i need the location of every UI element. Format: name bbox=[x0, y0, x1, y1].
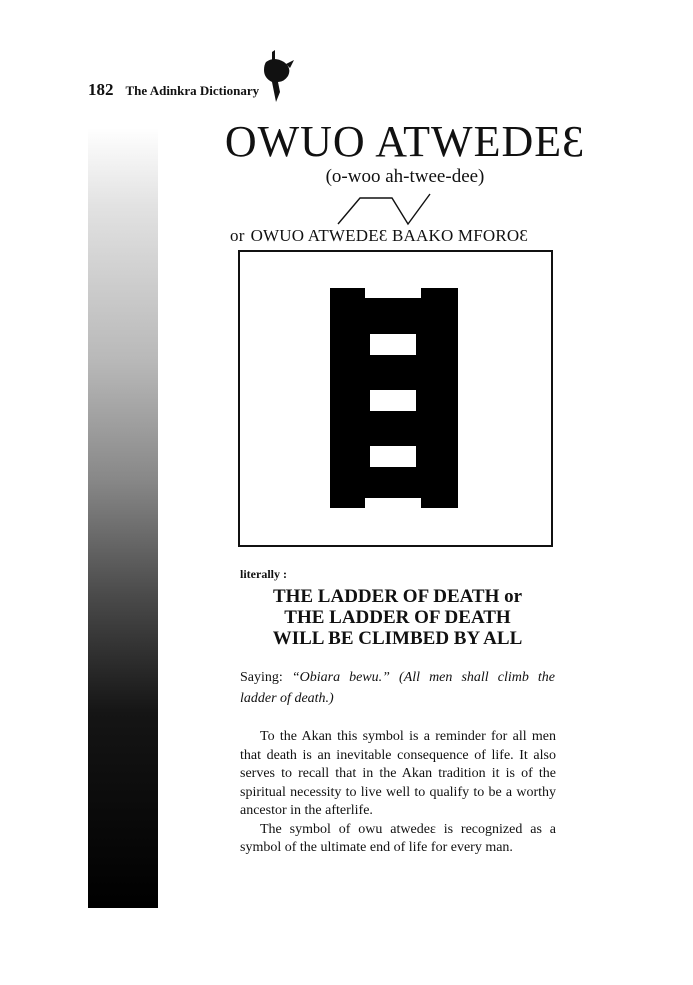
description-paragraph: The symbol of owu atwedeɛ is recognized as a symbol of the ultimate end of life for every man. bbox=[240, 821, 556, 855]
description-paragraph: To the Akan this symbol is a reminder for all men that death is an inevitable consequence of life. It also serves to recall that in the Akan tradition it is of the spiritual necessity to live well to qualify to be a worthy ancestor in the afterlife. bbox=[240, 729, 556, 818]
page-number: 182 bbox=[88, 80, 114, 99]
literally-label: literally : bbox=[240, 567, 287, 581]
saying-block bbox=[240, 667, 555, 709]
symbol-frame bbox=[238, 250, 553, 547]
alt-name-text: OWUO ATWEDEƐ BAAKO MFOROƐ bbox=[250, 226, 529, 245]
translation-line: THE LADDER OF DEATH bbox=[284, 607, 511, 628]
pronunciation: (o-woo ah-twee-dee) bbox=[325, 166, 485, 187]
saying-quote: “Obiara bewu.” (All men shall climb the ladder of death.) bbox=[240, 670, 556, 706]
decorative-margin-bar bbox=[88, 128, 158, 908]
translation-line: THE LADDER OF DEATH or bbox=[272, 586, 523, 607]
entry-title: OWUO ATWEDEƐ bbox=[224, 117, 586, 166]
saying-label: Saying: bbox=[240, 670, 283, 685]
tone-marks-icon bbox=[330, 192, 440, 228]
ladder-symbol-icon bbox=[240, 252, 551, 545]
description bbox=[240, 728, 556, 858]
book-title: The Adinkra Dictionary bbox=[125, 83, 260, 98]
sankofa-bird-icon bbox=[258, 48, 298, 104]
translation-line: WILL BE CLIMBED BY ALL bbox=[272, 628, 523, 649]
alternate-name bbox=[230, 226, 528, 246]
literal-translation bbox=[240, 586, 555, 649]
alt-prefix: or bbox=[230, 226, 245, 245]
page-header bbox=[88, 80, 259, 100]
